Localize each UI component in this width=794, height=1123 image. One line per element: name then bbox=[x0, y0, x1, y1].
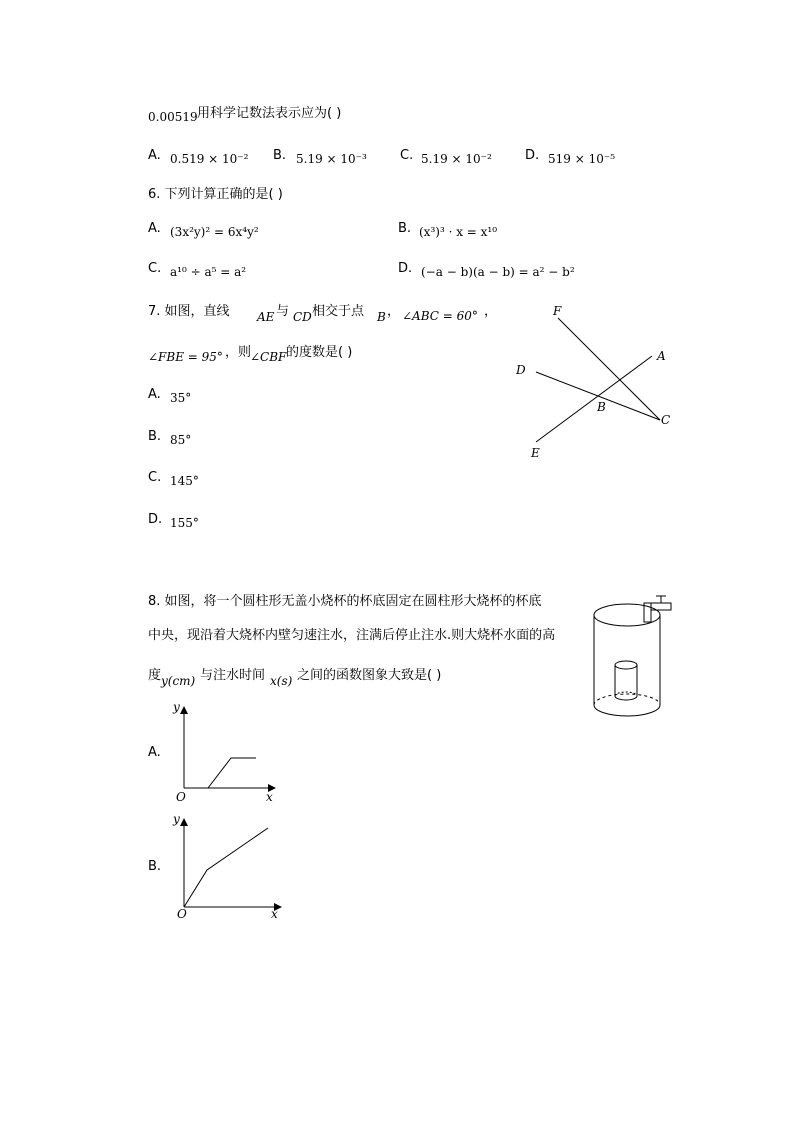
small-beaker-top bbox=[615, 661, 637, 669]
q6-option-b: (x³)³ · x = x¹⁰ bbox=[419, 225, 498, 239]
q5-option-b: 5.19 × 10⁻³ bbox=[296, 152, 367, 166]
q7-angle-cbf: ∠CBF bbox=[250, 350, 287, 364]
q5-stem-text: 用科学记数法表示应为( ) bbox=[197, 106, 342, 121]
q7-option-d-label: D. bbox=[148, 512, 163, 527]
q8-stem-line3-c: 之间的函数图象大致是( ) bbox=[297, 668, 442, 683]
q5-option-c-label: C. bbox=[400, 148, 414, 163]
graph-a-curve bbox=[208, 758, 256, 788]
q7-stem-e: ， bbox=[484, 304, 498, 319]
q7-option-a: 35° bbox=[170, 391, 192, 405]
q5-option-b-label: B. bbox=[273, 148, 287, 163]
q6-option-b-label: B. bbox=[398, 221, 412, 236]
q7-angle-fbe: ∠FBE = 95° bbox=[148, 350, 223, 364]
label-b: B bbox=[597, 400, 606, 414]
graph-a-x-label: x bbox=[266, 790, 273, 804]
q7-option-b-label: B. bbox=[148, 429, 162, 444]
q7-option-a-label: A. bbox=[148, 387, 161, 402]
q8-option-b-label: B. bbox=[148, 859, 162, 874]
q7-option-c-label: C. bbox=[148, 470, 162, 485]
q8-stem-line3-b: 与注水时间 bbox=[200, 668, 266, 683]
label-a: A bbox=[657, 349, 666, 363]
q7-stem-a: 7. 如图，直线 bbox=[148, 304, 230, 319]
q6-option-d-label: D. bbox=[398, 261, 413, 276]
q8-y-variable: y(cm) bbox=[161, 674, 196, 688]
q6-option-c: a¹⁰ ÷ a⁵ = a² bbox=[170, 265, 247, 279]
beaker-figure bbox=[588, 590, 678, 720]
label-e: E bbox=[531, 446, 540, 460]
q5-option-a-label: A. bbox=[148, 148, 161, 163]
q8-stem-line3-a: 度 bbox=[148, 668, 162, 683]
q7-figure bbox=[500, 300, 690, 465]
q7-stem-line2-a: ，则 bbox=[225, 345, 252, 360]
q7-stem-d: ， bbox=[387, 304, 401, 319]
q7-option-b: 85° bbox=[170, 433, 192, 447]
q8-graph-b bbox=[170, 812, 285, 922]
q5-option-c: 5.19 × 10⁻² bbox=[421, 152, 492, 166]
q6-stem: 6. 下列计算正确的是( ) bbox=[148, 187, 283, 202]
q7-option-c: 145° bbox=[170, 474, 199, 488]
q8-x-variable: x(s) bbox=[270, 674, 293, 688]
q7-stem-c: 相交于点 bbox=[312, 304, 365, 319]
q8-stem-line1: 8. 如图，将一个圆柱形无盖小烧杯的杯底固定在圆柱形大烧杯的杯底 bbox=[148, 594, 542, 609]
q5-stem-number: 0.00519 bbox=[148, 110, 198, 124]
q5-option-a: 0.519 × 10⁻² bbox=[170, 152, 249, 166]
graph-b-y-label: y bbox=[173, 812, 180, 826]
graph-a-origin-label: O bbox=[176, 790, 186, 804]
q6-option-c-label: C. bbox=[148, 261, 162, 276]
q6-option-d: (−a − b)(a − b) = a² − b² bbox=[421, 265, 575, 279]
q7-stem-line2-b: 的度数是( ) bbox=[286, 345, 353, 360]
q7-stem-b: 与 bbox=[276, 304, 290, 319]
q7-option-d: 155° bbox=[170, 516, 199, 530]
label-d: D bbox=[516, 363, 526, 377]
q5-option-d-label: D. bbox=[525, 148, 540, 163]
q7-angle-abc: ∠ABC = 60° bbox=[402, 309, 478, 323]
q5-option-d: 519 × 10⁻⁵ bbox=[548, 152, 616, 166]
graph-b-curve bbox=[184, 828, 268, 907]
label-c: C bbox=[661, 413, 671, 427]
line-fc bbox=[558, 318, 660, 420]
graph-b-x-label: x bbox=[271, 907, 278, 921]
line-ae bbox=[536, 356, 652, 442]
graph-a-y-label: y bbox=[173, 700, 180, 714]
q7-line-ae: AE bbox=[257, 310, 275, 324]
graph-b-origin-label: O bbox=[177, 907, 187, 921]
q8-option-a-label: A. bbox=[148, 745, 161, 760]
q7-line-cd: CD bbox=[293, 310, 312, 324]
q8-stem-line2: 中央，现沿着大烧杯内壁匀速注水，注满后停止注水.则大烧杯水面的高 bbox=[148, 628, 556, 643]
q6-option-a: (3x²y)² = 6x⁴y² bbox=[170, 225, 259, 239]
q6-option-a-label: A. bbox=[148, 221, 161, 236]
q7-point-b: B bbox=[377, 310, 386, 324]
q8-graph-a bbox=[170, 700, 280, 805]
label-f: F bbox=[553, 304, 562, 318]
